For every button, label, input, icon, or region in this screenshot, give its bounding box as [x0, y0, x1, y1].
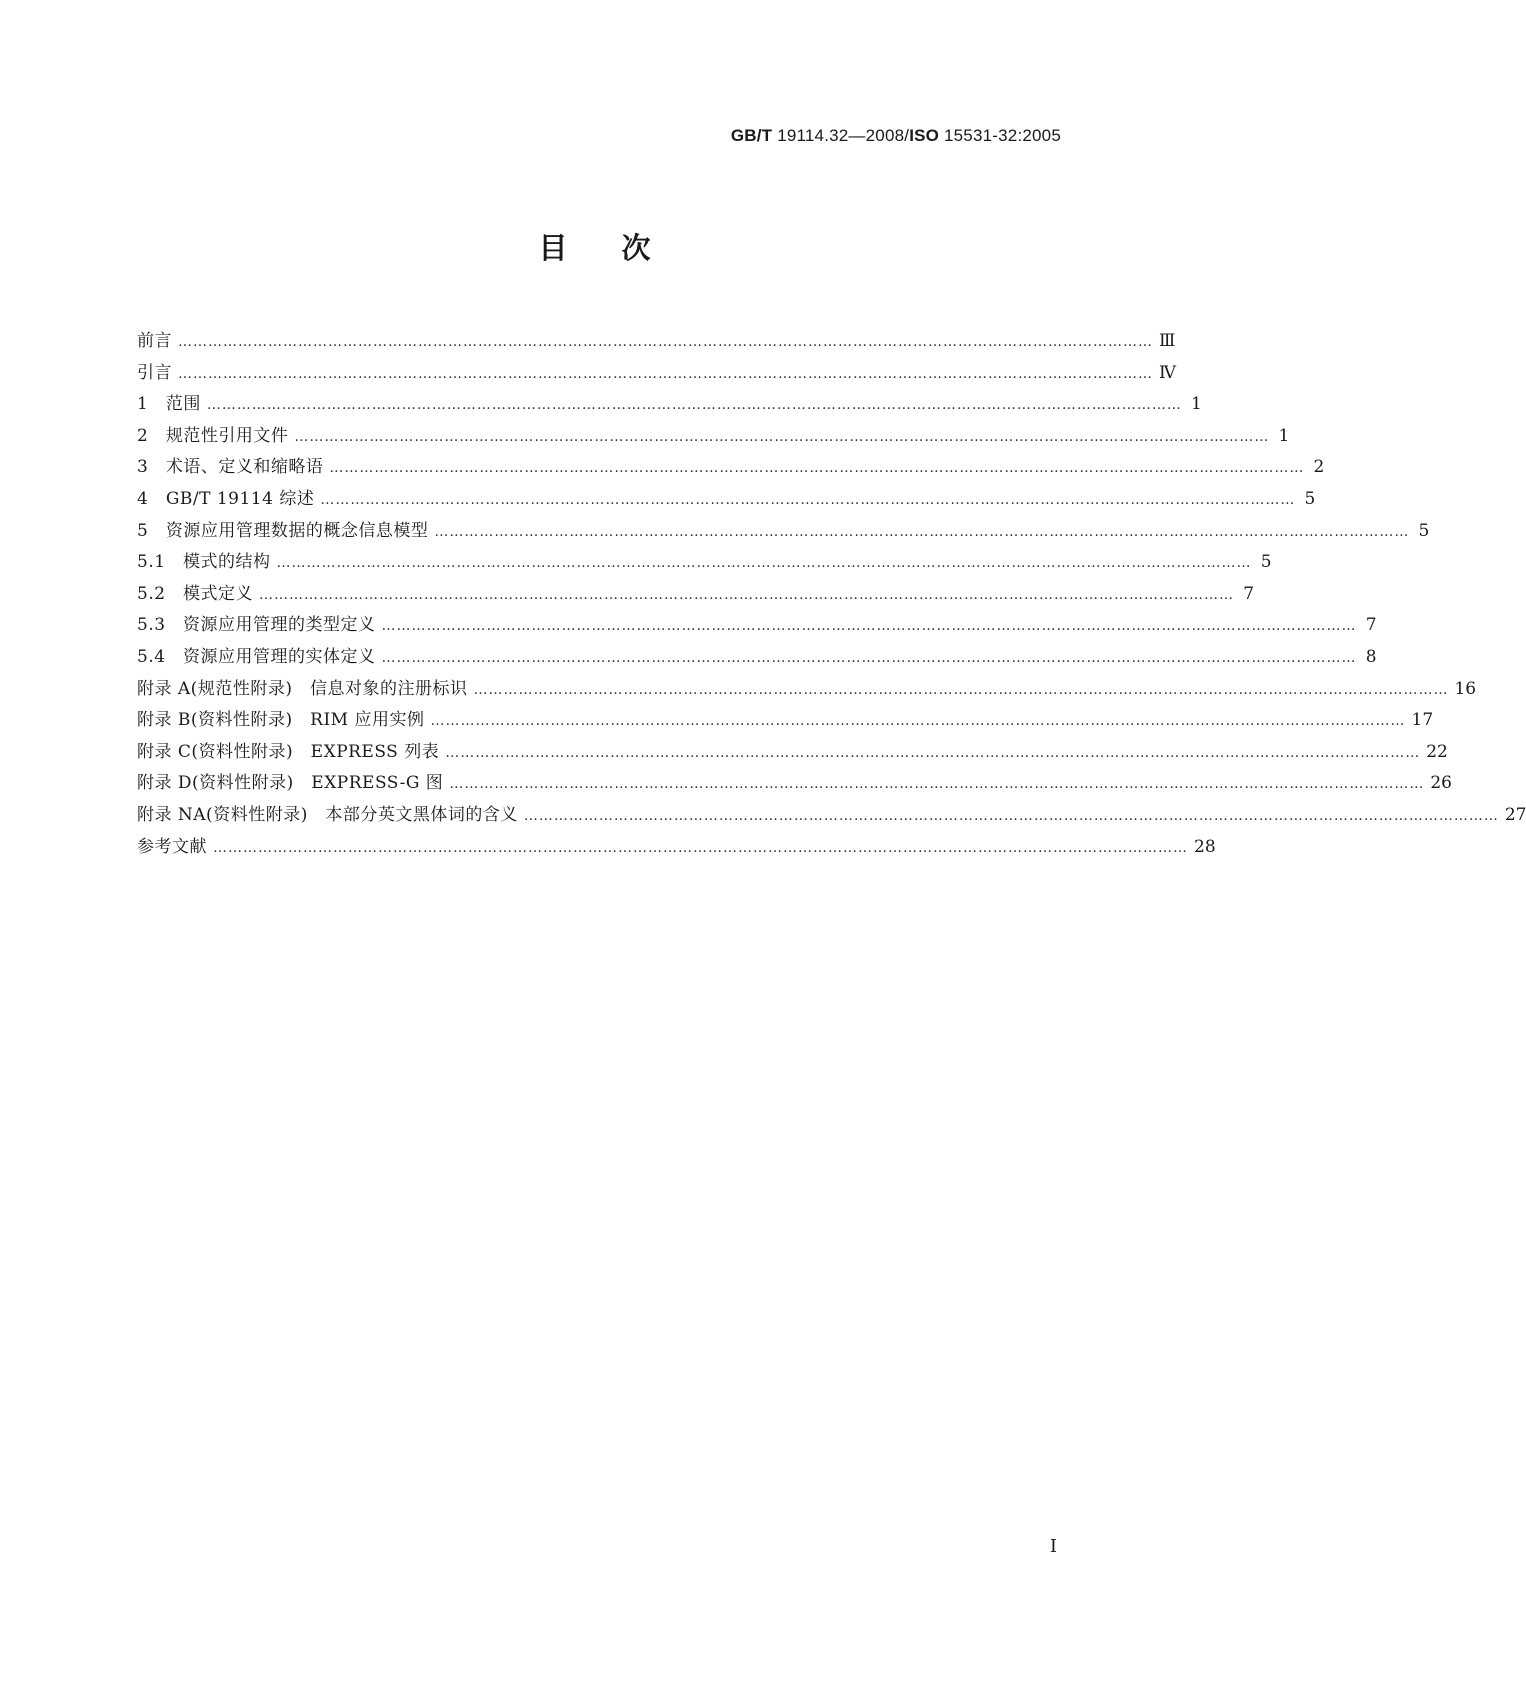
toc-entry-page: 2	[1313, 457, 1325, 478]
iso-prefix: ISO	[909, 126, 940, 145]
standard-prefix: GB/T	[730, 126, 773, 145]
page-number: I	[1049, 1536, 1057, 1557]
toc-entry-label: 引言	[137, 362, 172, 383]
toc-entry-label: 1 范围	[137, 394, 201, 415]
toc-leader-dots: ……………………………………………………………………………………………………………………………………………………………………………	[523, 807, 1499, 824]
toc-leader-dots: ……………………………………………………………………………………………………………………………………………………………………………	[294, 428, 1270, 445]
toc-leader-dots: ……………………………………………………………………………………………………………………………………………………………………………	[381, 649, 1357, 666]
toc-leader-dots: ……………………………………………………………………………………………………………………………………………………………………………	[178, 334, 1153, 350]
toc-entry-page: 26	[1430, 773, 1452, 794]
toc-entry-page: 5	[1418, 520, 1430, 541]
toc-entry-page: 22	[1426, 741, 1448, 762]
toc-entry-page: 5	[1304, 488, 1316, 509]
toc-entry-page: 17	[1411, 710, 1434, 731]
toc-entry-label: 附录 C(资料性附录) EXPRESS 列表	[137, 741, 440, 762]
toc-entry-page: 7	[1243, 583, 1255, 604]
toc-entry-page: 16	[1454, 678, 1477, 699]
toc-leader-dots: ……………………………………………………………………………………………………………………………………………………………………………	[473, 681, 1449, 698]
toc-entry-label: 5.4 资源应用管理的实体定义	[137, 646, 376, 667]
toc-leader-dots: ……………………………………………………………………………………………………………………………………………………………………………	[213, 839, 1188, 856]
toc-entry[interactable]	[137, 642, 1377, 674]
toc-entry[interactable]	[137, 705, 1434, 737]
iso-number: 15531-32:2005	[939, 126, 1061, 145]
toc-leader-dots: ……………………………………………………………………………………………………………………………………………………………………………	[434, 523, 1410, 540]
toc-leader-dots: ……………………………………………………………………………………………………………………………………………………………………………	[381, 618, 1357, 635]
document-code-header	[731, 126, 1061, 146]
toc-entry[interactable]	[137, 800, 1526, 832]
toc-entry[interactable]	[137, 358, 1176, 390]
toc-entry-page: Ⅲ	[1159, 331, 1176, 351]
toc-entry-label: 5 资源应用管理数据的概念信息模型	[137, 520, 429, 541]
toc-entry-label: 附录 B(资料性附录) RIM 应用实例	[137, 710, 425, 731]
toc-entry-label: 5.1 模式的结构	[137, 552, 271, 573]
toc-entry-page: Ⅳ	[1159, 362, 1176, 383]
toc-entry-label: 2 规范性引用文件	[137, 425, 289, 446]
toc-leader-dots: ……………………………………………………………………………………………………………………………………………………………………………	[430, 713, 1406, 730]
toc-entry[interactable]	[137, 579, 1255, 611]
toc-entry-page: 7	[1365, 615, 1377, 636]
toc-entry-label: 附录 A(规范性附录) 信息对象的注册标识	[137, 678, 468, 699]
toc-entry-page: 5	[1260, 552, 1272, 573]
toc-entry[interactable]	[137, 737, 1448, 769]
toc-entry-label: 5.3 资源应用管理的类型定义	[137, 615, 376, 636]
toc-entry[interactable]	[137, 768, 1452, 800]
toc-entry-label: 附录 D(资料性附录) EXPRESS-G 图	[137, 773, 444, 794]
toc-entry[interactable]	[137, 832, 1216, 864]
toc-entry-label: 参考文献	[137, 836, 207, 857]
toc-entry-page: 8	[1365, 646, 1377, 667]
toc-entry[interactable]	[137, 389, 1202, 421]
toc-leader-dots: ……………………………………………………………………………………………………………………………………………………………………………	[178, 365, 1153, 382]
toc-entry-label: 前言	[137, 331, 172, 351]
page-title: 目 次	[538, 231, 653, 265]
table-of-contents	[137, 326, 1526, 863]
toc-entry-page: 27	[1504, 804, 1526, 825]
toc-entry-label: 3 术语、定义和缩略语	[137, 457, 324, 478]
toc-entry[interactable]	[137, 516, 1430, 548]
toc-leader-dots: ……………………………………………………………………………………………………………………………………………………………………………	[206, 397, 1182, 414]
toc-entry-page: 1	[1278, 425, 1290, 446]
toc-leader-dots: ……………………………………………………………………………………………………………………………………………………………………………	[259, 586, 1235, 603]
toc-entry[interactable]	[137, 326, 1176, 358]
toc-entry-label: 4 GB/T 19114 综述	[137, 488, 315, 509]
toc-entry[interactable]	[137, 547, 1272, 579]
toc-leader-dots: ……………………………………………………………………………………………………………………………………………………………………………	[445, 744, 1421, 761]
toc-entry-label: 附录 NA(资料性附录) 本部分英文黑体词的含义	[137, 804, 518, 825]
toc-leader-dots: ……………………………………………………………………………………………………………………………………………………………………………	[329, 460, 1305, 477]
standard-number: 19114.32—2008/	[772, 126, 910, 145]
toc-leader-dots: ……………………………………………………………………………………………………………………………………………………………………………	[449, 776, 1425, 793]
toc-entry[interactable]	[137, 484, 1316, 516]
toc-entry[interactable]	[137, 610, 1377, 642]
toc-entry[interactable]	[137, 421, 1290, 453]
toc-entry[interactable]	[137, 674, 1477, 706]
toc-entry[interactable]	[137, 452, 1325, 484]
toc-leader-dots: ……………………………………………………………………………………………………………………………………………………………………………	[276, 555, 1252, 572]
toc-entry-label: 5.2 模式定义	[137, 583, 254, 604]
toc-entry-page: 28	[1194, 836, 1216, 857]
toc-entry-page: 1	[1191, 394, 1202, 415]
toc-leader-dots: ……………………………………………………………………………………………………………………………………………………………………………	[320, 491, 1296, 508]
